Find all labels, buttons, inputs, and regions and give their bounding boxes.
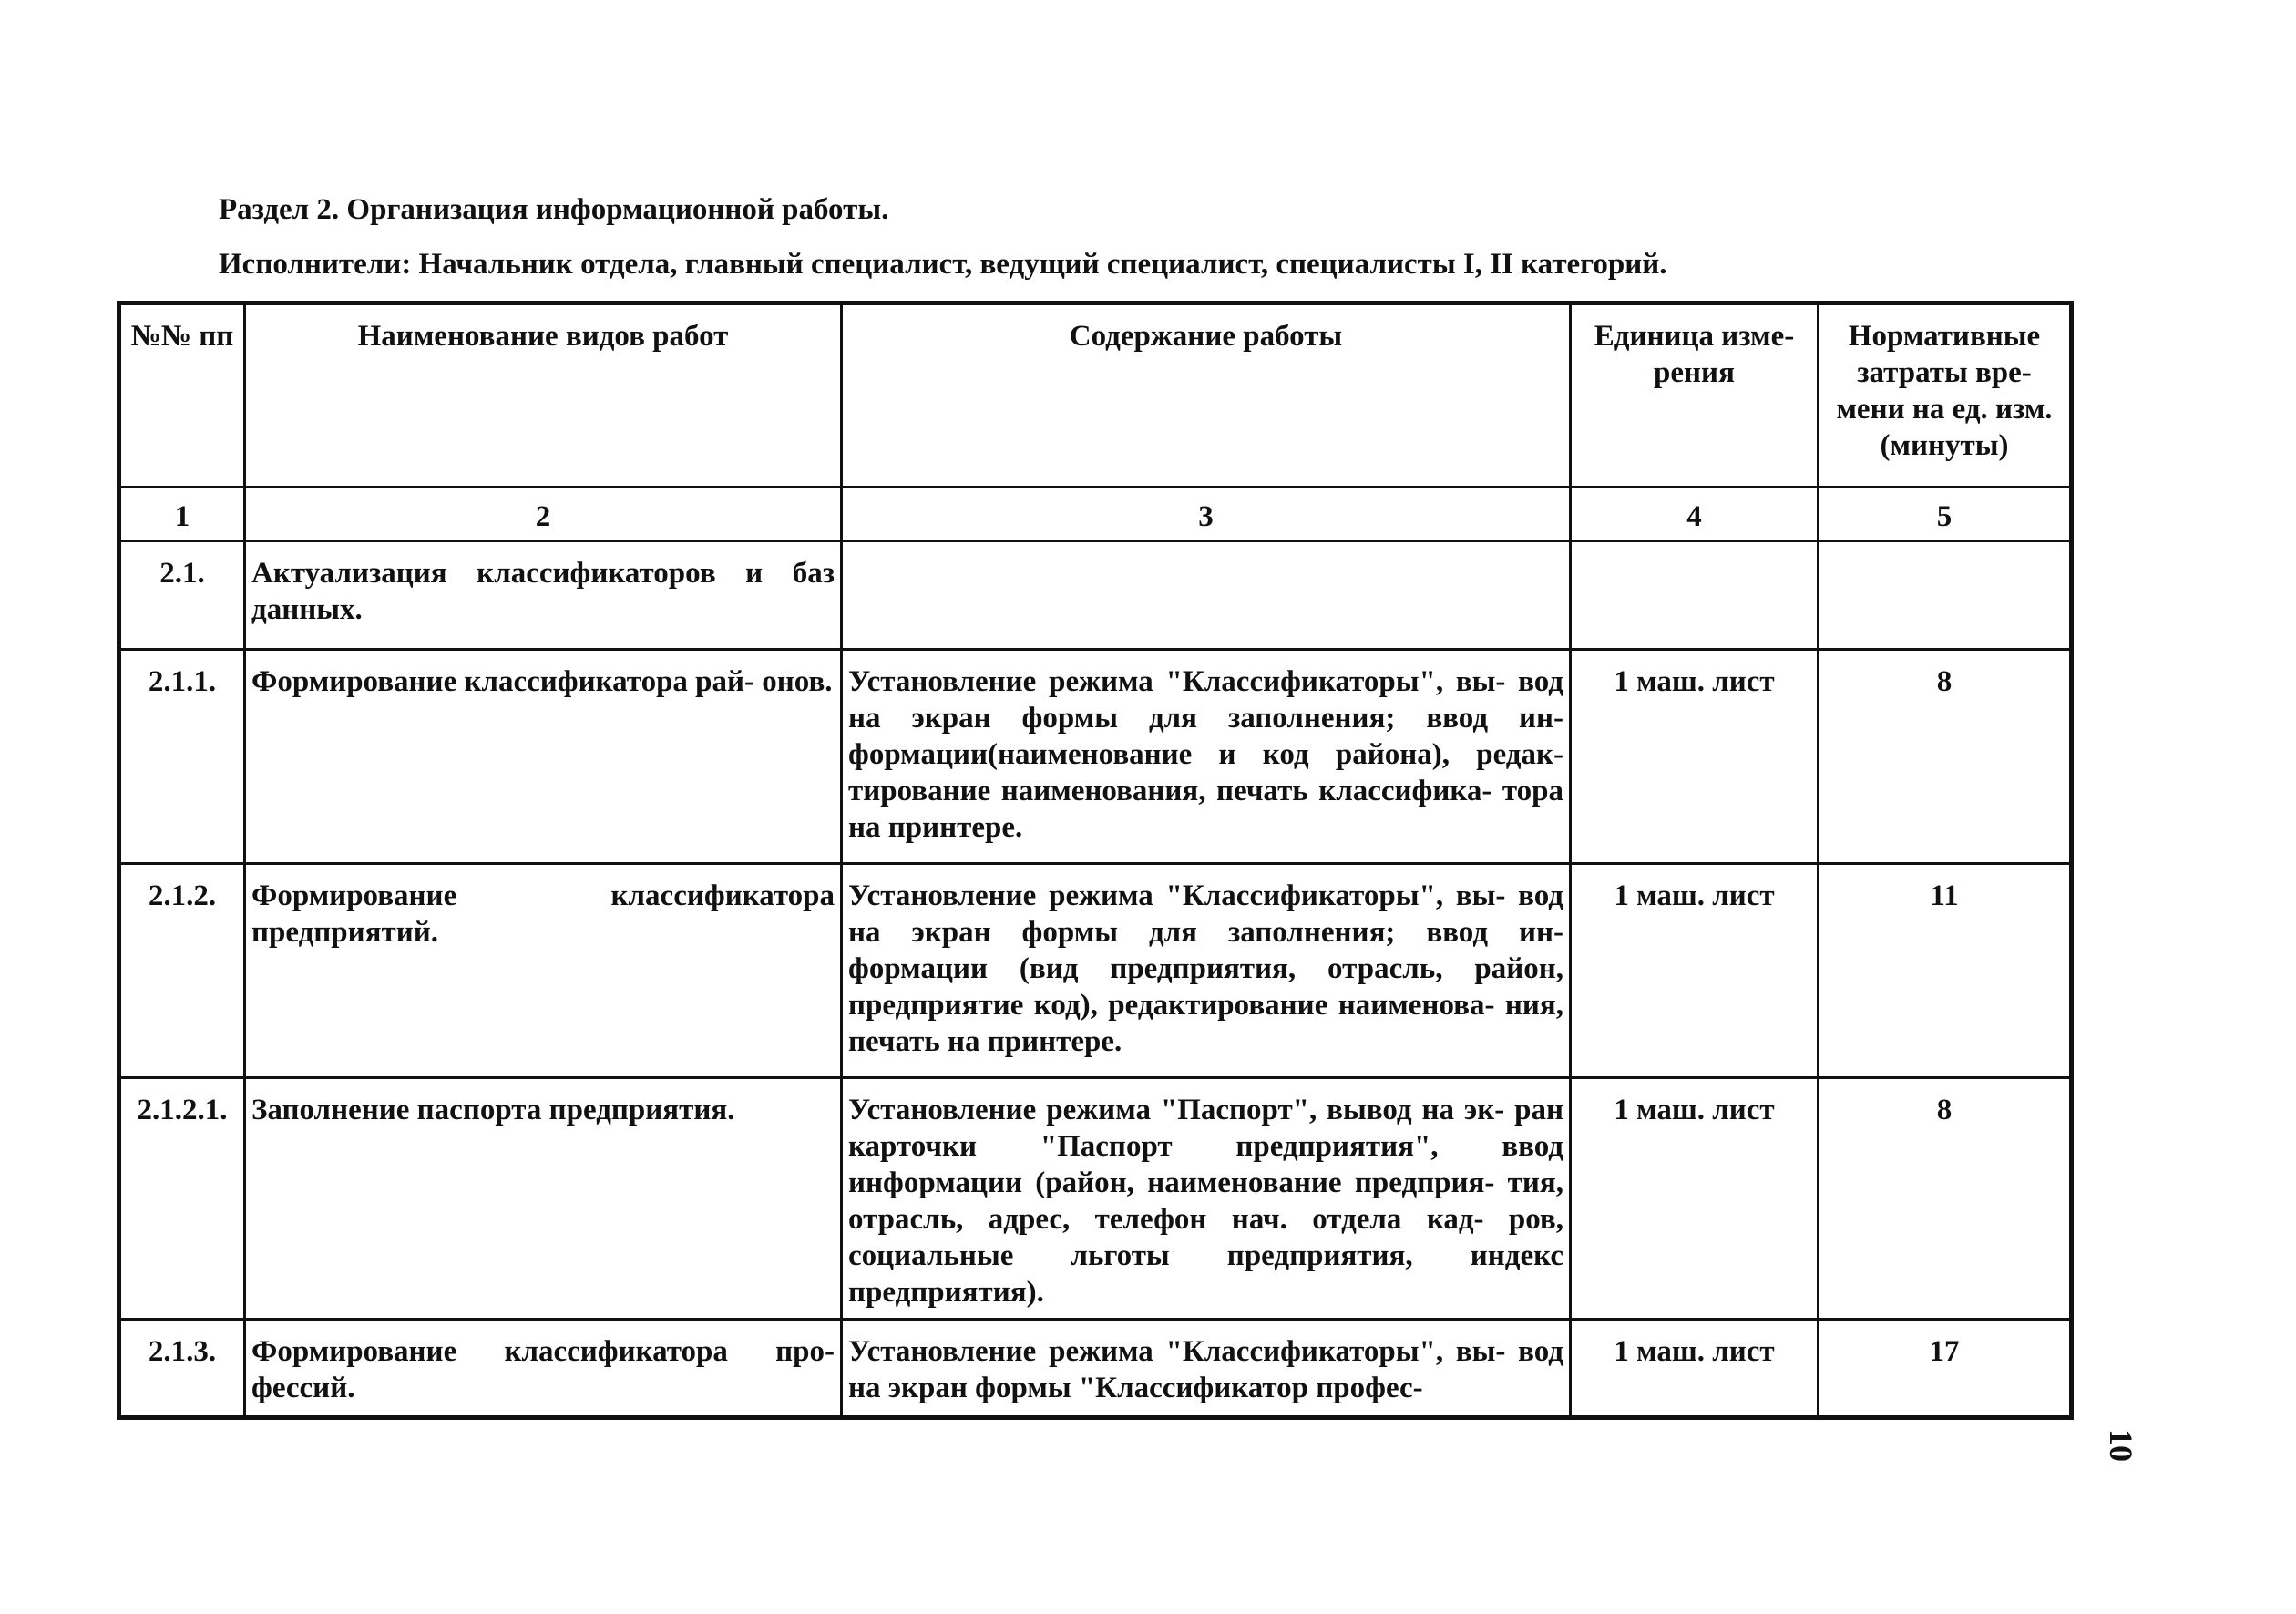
row-work-content: Установление режима "Паспорт", вывод на эк- ран карточки "Паспорт предприятия", ввод информации (район, наименование предприя- тия, отрасль, адрес, телефон нач. отдела кад- ров, социальные льготы предприятия, индекс предприятия). [842,1078,1571,1320]
column-number: 1 [119,488,245,541]
table-row [119,864,2072,1078]
table-row [119,1320,2072,1418]
table-row [119,541,2072,650]
row-norm-time: 11 [1819,864,2072,1078]
row-work-type: Формирование классификатора рай- онов. [245,650,842,864]
row-unit: 1 маш. лист [1571,1078,1819,1320]
column-number: 4 [1571,488,1819,541]
section-title: Раздел 2. Организация информационной работы. [219,193,889,226]
header-work-content: Содержание работы [842,303,1571,488]
row-number: 2.1.3. [119,1320,245,1418]
row-unit: 1 маш. лист [1571,864,1819,1078]
row-number: 2.1.2.1. [119,1078,245,1320]
row-work-content: Установление режима "Классификаторы", вы- вод на экран формы для заполнения; ввод ин- формации(наименование и код района), редак- тирование наименования, печать классифика- тора на принтере. [842,650,1571,864]
row-unit: 1 маш. лист [1571,1320,1819,1418]
header-number: №№ пп [119,303,245,488]
header-norm-time: Нормативные затраты вре- мени на ед. изм. (минуты) [1819,303,2072,488]
row-unit [1571,541,1819,650]
row-norm-time: 8 [1819,650,2072,864]
header-work-type: Наименование видов работ [245,303,842,488]
row-work-content: Установление режима "Классификаторы", вы- вод на экран формы "Классификатор профес- [842,1320,1571,1418]
row-work-content [842,541,1571,650]
column-number: 2 [245,488,842,541]
row-work-type: Заполнение паспорта предприятия. [245,1078,842,1320]
header-unit: Единица изме- рения [1571,303,1819,488]
row-work-type: Формирование классификатора предприятий. [245,864,842,1078]
row-work-content: Установление режима "Классификаторы", вы- вод на экран формы для заполнения; ввод ин- формации (вид предприятия, отрасль, район, предприятие код), редактирование наименова- ния, печать на принтере. [842,864,1571,1078]
norms-table [117,301,2074,1420]
row-number: 2.1.1. [119,650,245,864]
row-unit: 1 маш. лист [1571,650,1819,864]
row-norm-time [1819,541,2072,650]
row-norm-time: 8 [1819,1078,2072,1320]
row-number: 2.1.2. [119,864,245,1078]
row-number: 2.1. [119,541,245,650]
table-row [119,650,2072,864]
executors-line: Исполнители: Начальник отдела, главный специалист, ведущий специалист, специалисты I, II категорий. [219,248,1667,281]
row-work-type: Формирование классификатора про- фессий. [245,1320,842,1418]
column-number: 5 [1819,488,2072,541]
column-number-row [119,488,2072,541]
column-number: 3 [842,488,1571,541]
table-header-row [119,303,2072,488]
row-norm-time: 17 [1819,1320,2072,1418]
page-number: 10 [2103,1429,2139,1462]
row-work-type: Актуализация классификаторов и баз данных. [245,541,842,650]
table-row [119,1078,2072,1320]
